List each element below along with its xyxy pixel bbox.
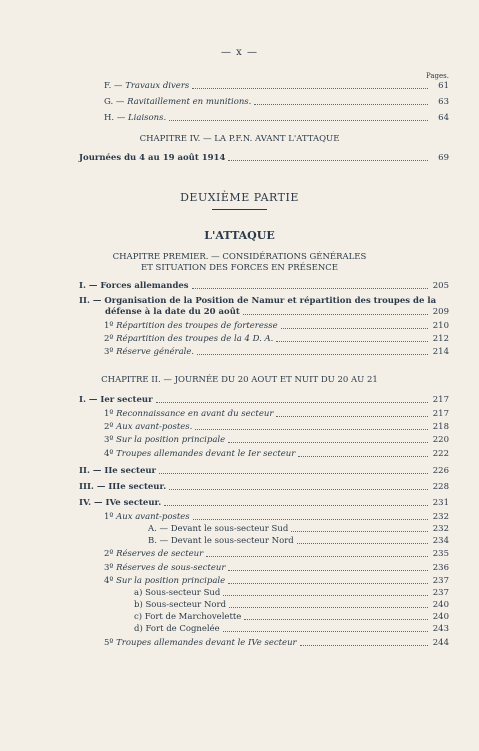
toc-entry-label-line2: défense à la date du 20 août xyxy=(105,307,240,317)
toc-entry-label: Troupes allemandes devant le Ier secteur xyxy=(116,449,296,459)
page-number: 234 xyxy=(432,536,449,546)
toc-subentry[interactable] xyxy=(104,409,449,420)
toc-subentry[interactable] xyxy=(104,334,449,345)
page-number: 205 xyxy=(432,281,449,291)
toc-subentry[interactable] xyxy=(104,576,449,587)
page-number: 220 xyxy=(432,435,449,445)
page-number: 222 xyxy=(432,449,449,459)
page-number: 214 xyxy=(432,347,449,357)
page-number: 232 xyxy=(432,524,449,534)
page-folio: — x — xyxy=(221,47,258,58)
toc-subsubentry[interactable] xyxy=(148,524,449,535)
toc-subentry[interactable] xyxy=(104,563,449,574)
part-subtitle: L'ATTAQUE xyxy=(204,229,275,242)
toc-subentry[interactable] xyxy=(104,549,449,560)
toc-entry-prefix: F. — xyxy=(104,81,126,91)
toc-entry-label: IIIe secteur. xyxy=(108,482,167,492)
dot-leader xyxy=(206,556,428,557)
toc-entry-label: Répartition des troupes de la 4 D. A. xyxy=(116,334,274,344)
page-number: 212 xyxy=(432,334,449,344)
page-number: 61 xyxy=(438,81,449,91)
toc-entry-f[interactable] xyxy=(104,81,449,92)
toc-entry-label: Aux avant-postes xyxy=(116,512,190,522)
toc-entry-label: Réserves de secteur xyxy=(116,549,204,559)
toc-entry-organisation[interactable] xyxy=(79,296,449,318)
toc-entry-num: 4º xyxy=(104,449,117,459)
page-number: 209 xyxy=(432,307,449,317)
toc-entry-label: Troupes allemandes devant le IVe secteur xyxy=(116,638,297,648)
chapter-1-title-line1: CHAPITRE PREMIER. — CONSIDÉRATIONS GÉNÉRALES xyxy=(112,252,367,262)
dot-leader xyxy=(276,416,428,417)
dot-leader xyxy=(276,341,428,342)
dot-leader xyxy=(197,354,428,355)
toc-entry-label: Sur la position principale xyxy=(116,576,226,586)
dot-leader xyxy=(228,442,428,443)
page-number: 64 xyxy=(438,113,449,123)
page-number: 244 xyxy=(432,638,449,648)
toc-entry-label: Sur la position principale xyxy=(116,435,226,445)
page-number: 210 xyxy=(432,321,449,331)
toc-subsubentry[interactable] xyxy=(134,612,449,623)
dot-leader xyxy=(244,619,428,620)
toc-subentry[interactable] xyxy=(104,347,449,358)
toc-entry-label: Liaisons. xyxy=(128,113,167,123)
dot-leader xyxy=(228,160,428,161)
dot-leader xyxy=(164,505,428,506)
toc-subsubentry[interactable] xyxy=(148,536,449,547)
toc-entry-secteur-4[interactable] xyxy=(79,498,449,509)
toc-entry-label-line1: Organisation de la Position de Namur et répartition des troupes de la xyxy=(104,296,437,306)
page-number: 69 xyxy=(438,153,449,163)
toc-entry-secteur-1[interactable] xyxy=(79,395,449,406)
dot-leader xyxy=(159,473,428,474)
toc-entry-label: Reconnaissance en avant du secteur xyxy=(116,409,274,419)
dot-leader xyxy=(193,519,428,520)
toc-subentry[interactable] xyxy=(104,449,449,460)
page-number: 231 xyxy=(432,498,449,508)
toc-entry-num: II. — xyxy=(79,296,105,306)
page-number: 240 xyxy=(432,612,449,622)
toc-entry-h[interactable] xyxy=(104,113,449,124)
page-number: 243 xyxy=(432,624,449,634)
toc-entry-num: IV. — xyxy=(79,498,106,508)
dot-leader xyxy=(254,104,428,105)
page-number: 217 xyxy=(432,409,449,419)
dot-leader xyxy=(156,402,428,403)
dot-leader xyxy=(223,595,428,596)
toc-subentry[interactable] xyxy=(104,512,449,523)
dot-leader xyxy=(300,645,428,646)
toc-entry-num: III. — xyxy=(79,482,109,492)
dot-leader xyxy=(192,288,428,289)
toc-entry-secteur-2[interactable] xyxy=(79,466,449,477)
toc-subsubentry[interactable] xyxy=(134,600,449,611)
toc-entry-label: Journées du 4 au 19 août 1914 xyxy=(79,153,226,163)
toc-entry-label: IVe secteur. xyxy=(105,498,162,508)
toc-entry-num: 3º xyxy=(104,563,117,573)
page-number: 232 xyxy=(432,512,449,522)
page-number: 237 xyxy=(432,588,449,598)
dot-leader xyxy=(192,88,428,89)
dot-leader xyxy=(281,328,428,329)
toc-entry-num: 2º xyxy=(104,422,117,432)
toc-entry-num: 3º xyxy=(104,347,117,357)
toc-entry-label: Ier secteur xyxy=(100,395,153,405)
dot-leader xyxy=(297,543,428,544)
toc-entry-num: 5º xyxy=(104,638,117,648)
toc-entry-label: Réserve générale. xyxy=(116,347,195,357)
page-number: 237 xyxy=(432,576,449,586)
page-number: 63 xyxy=(438,97,449,107)
page-number: 228 xyxy=(432,482,449,492)
dot-leader xyxy=(298,456,428,457)
toc-subentry[interactable] xyxy=(104,435,449,446)
toc-entry-forces-allemandes[interactable] xyxy=(79,281,449,292)
chapter-4-title: CHAPITRE IV. — LA P.F.N. AVANT L'ATTAQUE xyxy=(139,134,340,144)
dot-leader xyxy=(195,429,428,430)
toc-entry-label: Répartition des troupes de forteresse xyxy=(116,321,278,331)
dot-leader xyxy=(223,631,428,632)
toc-entry-prefix: G. — xyxy=(104,97,128,107)
toc-entry-label: d) Fort de Cognelée xyxy=(134,624,220,634)
toc-entry-label: Ravitaillement en munitions. xyxy=(127,97,252,107)
dot-leader xyxy=(228,583,428,584)
toc-subentry[interactable] xyxy=(104,638,449,649)
toc-subentry[interactable] xyxy=(104,321,449,332)
chapter-1-title-line2: ET SITUATION DES FORCES EN PRÉSENCE xyxy=(140,263,339,273)
toc-entry-num: 2º xyxy=(104,334,117,344)
toc-entry-label: Forces allemandes xyxy=(100,281,189,291)
toc-entry-secteur-3[interactable] xyxy=(79,482,449,493)
page-number: 218 xyxy=(432,422,449,432)
toc-entry-num: 1º xyxy=(104,512,117,522)
dot-leader xyxy=(169,120,428,121)
page-number: 226 xyxy=(432,466,449,476)
toc-entry-num: 3º xyxy=(104,435,117,445)
part-title: DEUXIÈME PARTIE xyxy=(180,191,299,204)
chapter-2-title: CHAPITRE II. — JOURNÉE DU 20 AOUT ET NUIT DU 20 AU 21 xyxy=(101,375,378,385)
toc-entry-g[interactable] xyxy=(104,97,449,108)
toc-subentry[interactable] xyxy=(104,422,449,433)
toc-entry-num: 1º xyxy=(104,321,117,331)
dot-leader xyxy=(228,570,428,571)
toc-entry-num: 1º xyxy=(104,409,117,419)
page-number: 217 xyxy=(432,395,449,405)
dot-leader xyxy=(291,531,428,532)
dot-leader xyxy=(229,607,428,608)
toc-entry-label: A. — Devant le sous-secteur Sud xyxy=(148,524,289,534)
toc-entry-label: Réserves de sous-secteur xyxy=(116,563,226,573)
part-separator xyxy=(212,209,267,210)
toc-entry-num: II. — xyxy=(79,466,105,476)
toc-entry-journees[interactable] xyxy=(79,153,449,164)
page-number: 235 xyxy=(432,549,449,559)
dot-leader xyxy=(243,314,428,315)
pages-column-header: Pages. xyxy=(425,72,449,80)
toc-entry-num: 2º xyxy=(104,549,117,559)
page-number: 236 xyxy=(432,563,449,573)
toc-entry-label: c) Fort de Marchovelette xyxy=(134,612,242,622)
toc-subsubentry[interactable] xyxy=(134,588,449,599)
page-number: 240 xyxy=(432,600,449,610)
toc-entry-num: 4º xyxy=(104,576,117,586)
toc-entry-num: I. — xyxy=(79,395,101,405)
toc-entry-prefix: H. — xyxy=(104,113,129,123)
toc-subsubentry[interactable] xyxy=(134,624,449,635)
toc-entry-label: B. — Devant le sous-secteur Nord xyxy=(148,536,294,546)
toc-entry-label: IIe secteur xyxy=(104,466,157,476)
toc-entry-num: I. — xyxy=(79,281,101,291)
dot-leader xyxy=(169,489,428,490)
toc-entry-label: Travaux divers xyxy=(125,81,190,91)
toc-entry-label: a) Sous-secteur Sud xyxy=(134,588,221,598)
toc-entry-label: Aux avant-postes. xyxy=(116,422,193,432)
toc-entry-label: b) Sous-secteur Nord xyxy=(134,600,227,610)
